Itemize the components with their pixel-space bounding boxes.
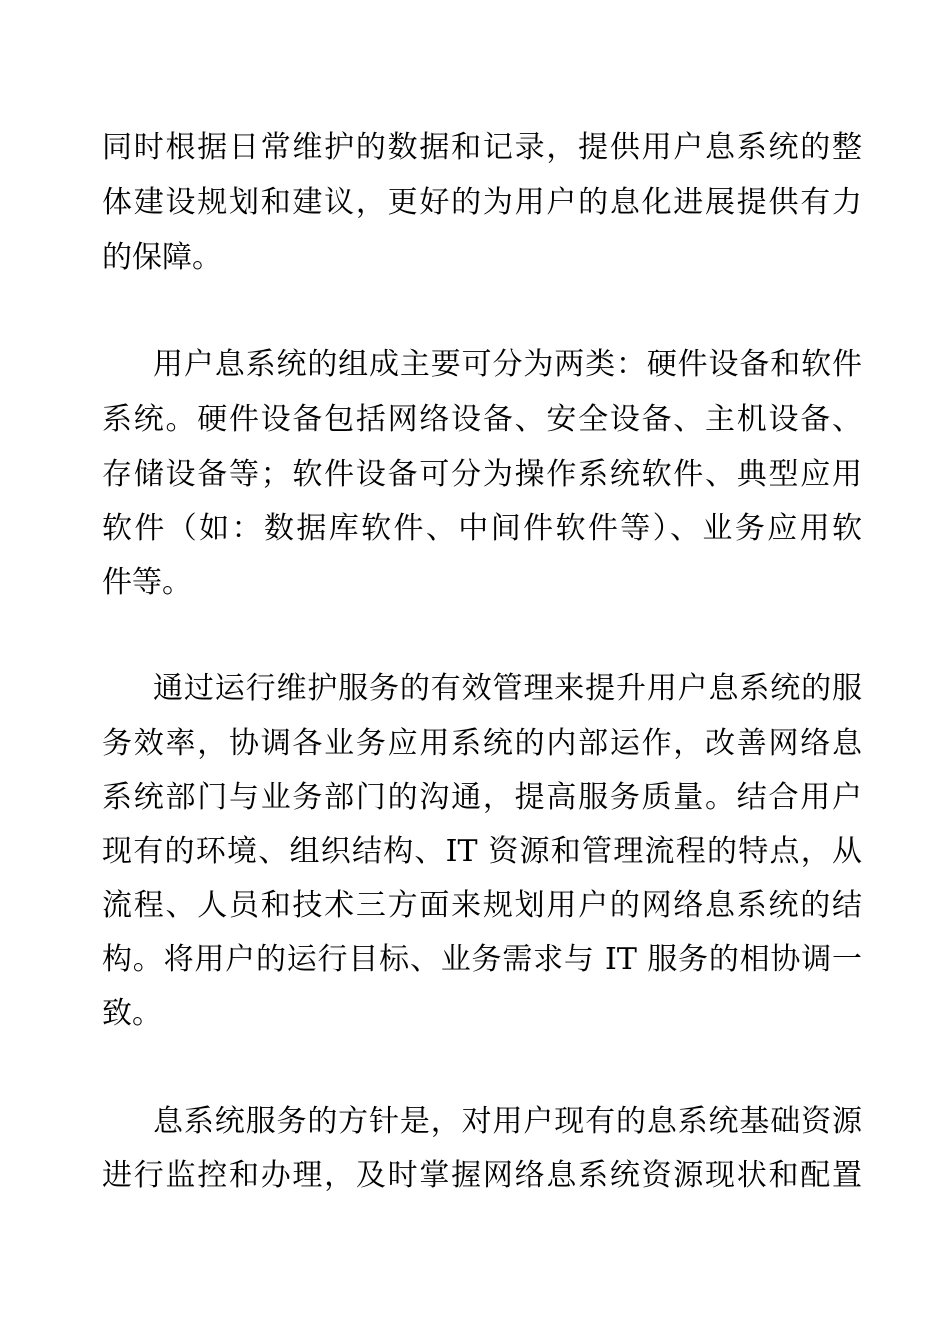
paragraph-4-line-1: 息系统服务的方针是，对用户现有的息系统基础资源	[153, 1104, 862, 1139]
paragraph-2-line-5: 件等。	[102, 565, 192, 600]
paragraph-1-line-3: 的保障。	[102, 240, 222, 275]
paragraph-1-line-1: 同时根据日常维护的数据和记录，提供用户息系统的整	[102, 130, 862, 165]
paragraph-3-line-7: 致。	[102, 996, 162, 1031]
paragraph-3-line-5: 流程、人员和技术三方面来规划用户的网络息系统的结	[102, 888, 862, 923]
paragraph-3-line-2: 务效率，协调各业务应用系统的内部运作，改善网络息	[102, 726, 862, 761]
paragraph-3-line-4: 现有的环境、组织结构、IT 资源和管理流程的特点，从	[102, 834, 862, 869]
paragraph-3-line-3: 系统部门与业务部门的沟通，提高服务质量。结合用户	[102, 780, 862, 815]
paragraph-2-line-4: 软件（如：数据库软件、中间件软件等）、业务应用软	[102, 511, 862, 546]
paragraph-4-line-2: 进行监控和办理，及时掌握网络息系统资源现状和配置	[102, 1158, 862, 1193]
paragraph-1-line-2: 体建设规划和建议，更好的为用户的息化进展提供有力	[102, 185, 862, 220]
paragraph-3-line-6: 构。将用户的运行目标、业务需求与 IT 服务的相协调一	[102, 942, 862, 977]
paragraph-3-line-1: 通过运行维护服务的有效管理来提升用户息系统的服	[153, 671, 862, 706]
paragraph-2-line-1: 用户息系统的组成主要可分为两类：硬件设备和软件	[153, 347, 862, 382]
paragraph-2-line-3: 存储设备等；软件设备可分为操作系统软件、典型应用	[102, 457, 862, 492]
paragraph-2-line-2: 系统。硬件设备包括网络设备、安全设备、主机设备、	[102, 402, 862, 437]
